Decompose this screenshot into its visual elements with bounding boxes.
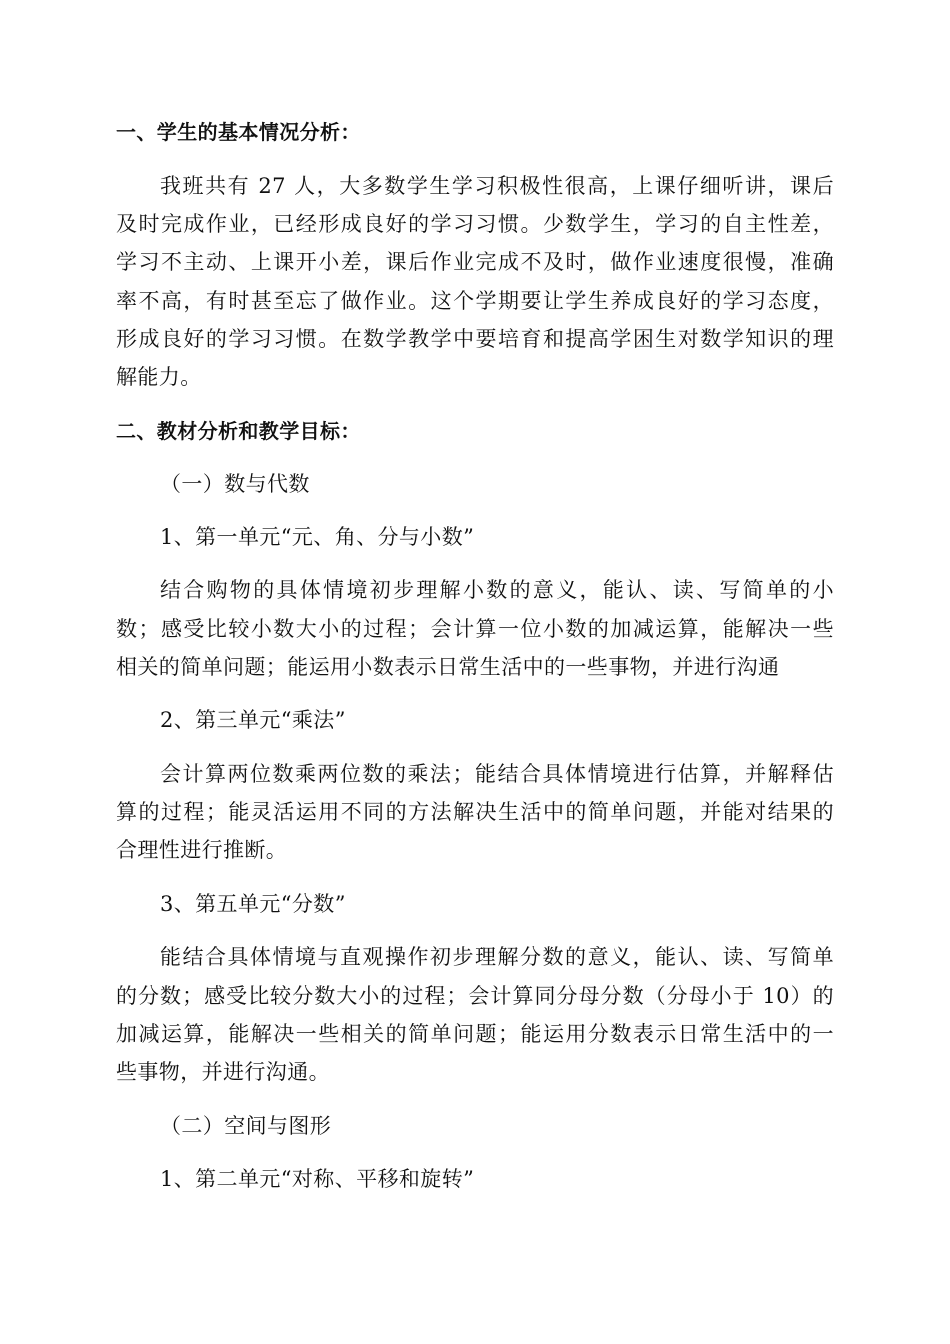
paragraph-line: 数；感受比较小数大小的过程；会计算一位小数的加减运算，能解决一些 xyxy=(116,617,834,641)
paragraph-line: 率不高，有时甚至忘了做作业。这个学期要让学生养成良好的学习态度， xyxy=(116,289,834,313)
paragraph-line: 合理性进行推断。 xyxy=(116,838,288,862)
section-heading-materials-goals: 二、教材分析和教学目标： xyxy=(116,419,361,443)
paragraph-line: 学习不主动、上课开小差，课后作业完成不及时，做作业速度很慢，准确 xyxy=(116,250,834,274)
subsection-heading-space-shape: （二）空间与图形 xyxy=(160,1114,332,1138)
unit-title: 1、第二单元“对称、平移和旋转” xyxy=(160,1167,475,1191)
paragraph-line: 相关的简单问题；能运用小数表示日常生活中的一些事物，并进行沟通 xyxy=(116,655,780,679)
paragraph-line: 的分数；感受比较分数大小的过程；会计算同分母分数（分母小于 10）的 xyxy=(116,984,834,1008)
paragraph-line: 会计算两位数乘两位数的乘法；能结合具体情境进行估算，并解释估 xyxy=(160,762,834,786)
section-heading-student-analysis: 一、学生的基本情况分析： xyxy=(116,120,361,144)
paragraph-line: 我班共有 27 人，大多数学生学习积极性很高，上课仔细听讲，课后 xyxy=(160,174,834,198)
unit-title: 1、第一单元“元、角、分与小数” xyxy=(160,525,475,549)
paragraph-line: 能结合具体情境与直观操作初步理解分数的意义，能认、读、写简单 xyxy=(160,945,834,969)
paragraph-line: 结合购物的具体情境初步理解小数的意义，能认、读、写简单的小 xyxy=(160,578,834,602)
paragraph-line: 解能力。 xyxy=(116,365,202,389)
subsection-heading-number-algebra: （一）数与代数 xyxy=(160,472,310,496)
paragraph-line: 形成良好的学习习惯。在数学教学中要培育和提高学困生对数学知识的理 xyxy=(116,327,834,351)
paragraph-line: 及时完成作业，已经形成良好的学习习惯。少数学生，学习的自主性差， xyxy=(116,212,834,236)
paragraph-line: 些事物，并进行沟通。 xyxy=(116,1060,330,1084)
paragraph-line: 算的过程；能灵活运用不同的方法解决生活中的简单问题，并能对结果的 xyxy=(116,800,834,824)
unit-title: 2、第三单元“乘法” xyxy=(160,708,346,732)
unit-title: 3、第五单元“分数” xyxy=(160,892,346,916)
paragraph-line: 加减运算，能解决一些相关的简单问题；能运用分数表示日常生活中的一 xyxy=(116,1022,834,1046)
